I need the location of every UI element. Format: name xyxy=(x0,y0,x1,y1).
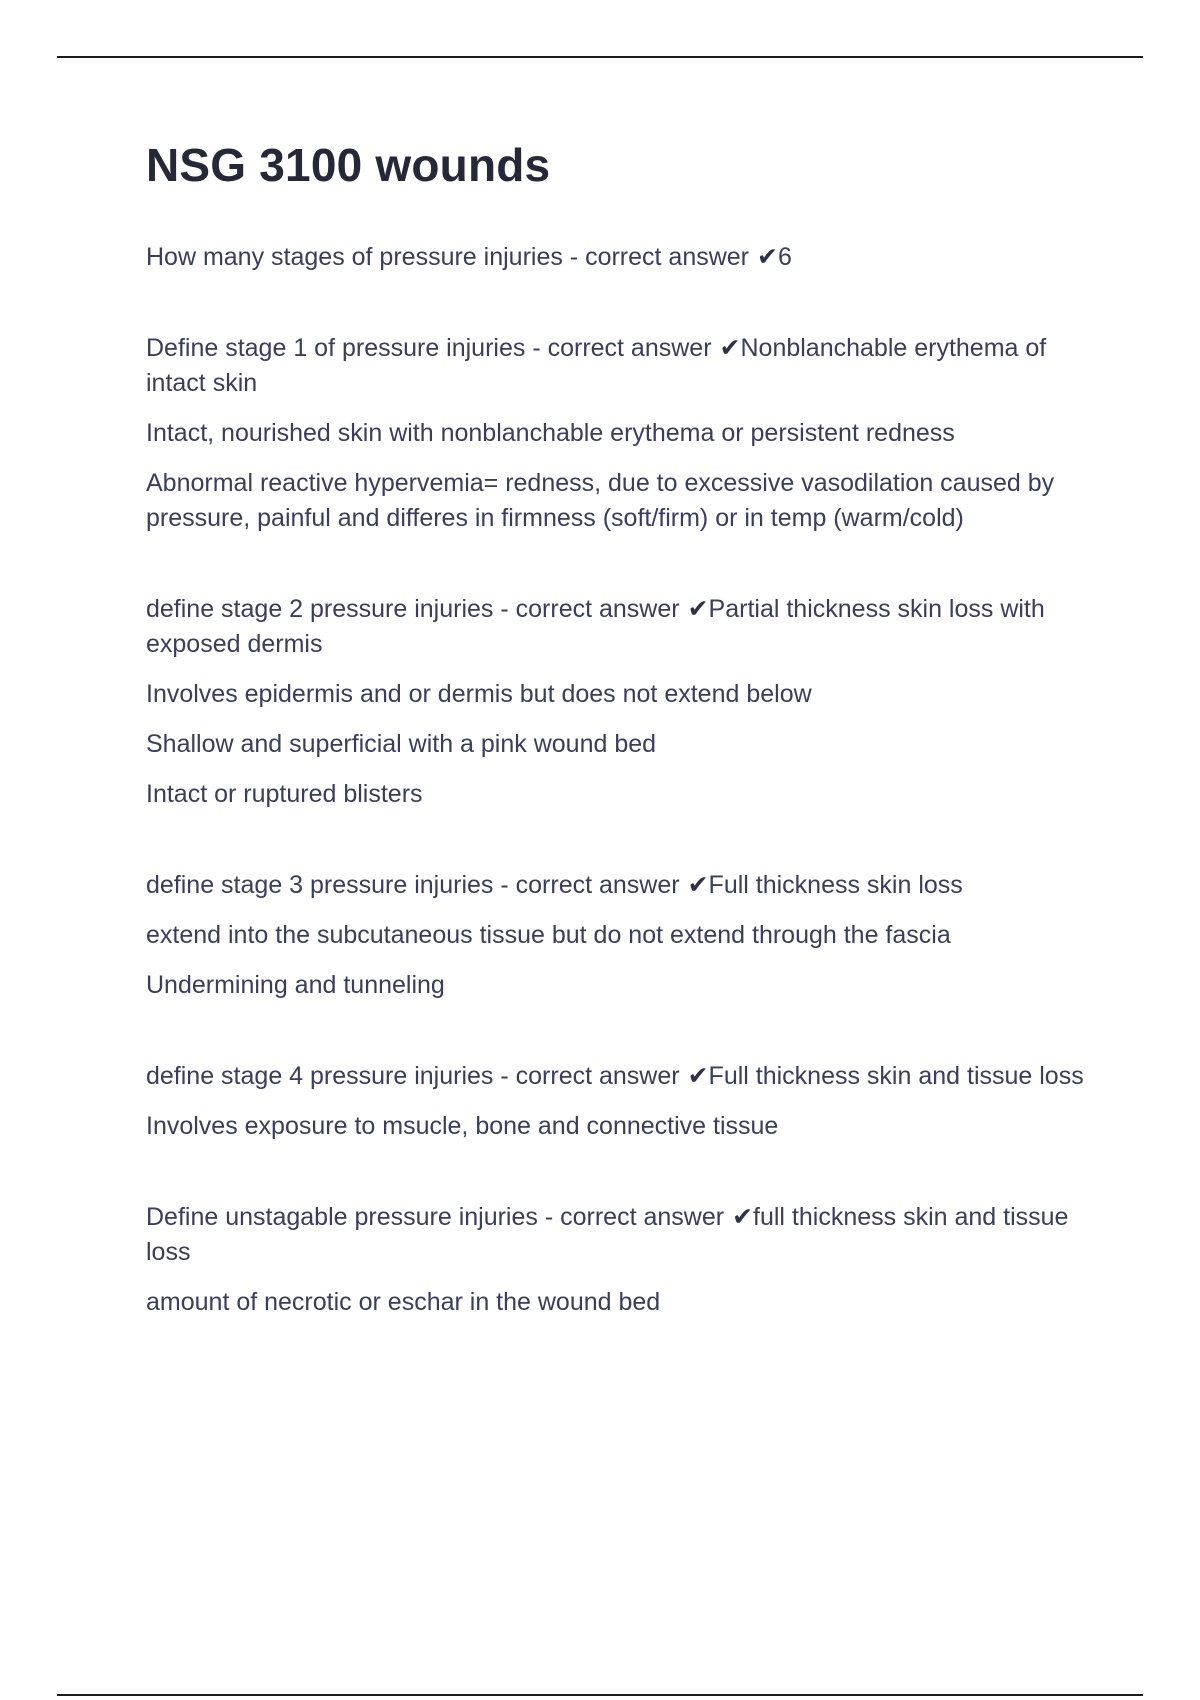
qa-item xyxy=(146,1059,1096,1144)
answer-text: 6 xyxy=(777,243,792,272)
bottom-rule xyxy=(57,1694,1143,1696)
qa-item xyxy=(146,868,1096,1003)
checkmark-icon: ✔ xyxy=(687,1062,709,1091)
answer-text: Nonblanchable erythema of intact skin xyxy=(146,334,1047,398)
question-line xyxy=(146,868,1096,903)
question-line xyxy=(146,1200,1096,1270)
detail-line: Undermining and tunneling xyxy=(146,971,445,1000)
detail-line: Involves epidermis and or dermis but does not extend below xyxy=(146,680,812,709)
answer-text: Full thickness skin and tissue loss xyxy=(708,1062,1084,1091)
checkmark-icon: ✔ xyxy=(732,1203,754,1232)
checkmark-icon: ✔ xyxy=(757,243,778,272)
answer-text: full thickness skin and tissue loss xyxy=(146,1203,1069,1267)
checkmark-icon: ✔ xyxy=(687,595,709,624)
qa-item xyxy=(146,1200,1096,1320)
checkmark-icon: ✔ xyxy=(719,334,741,363)
top-rule xyxy=(57,56,1143,58)
answer-text: Full thickness skin loss xyxy=(708,871,963,900)
question-text: define stage 4 pressure injuries - correct answer xyxy=(146,1062,680,1091)
question-line xyxy=(146,331,1096,401)
page-title: NSG 3100 wounds xyxy=(146,139,551,191)
question-text: define stage 2 pressure injuries - correct answer xyxy=(146,595,680,624)
question-text: Define unstagable pressure injuries - correct answer xyxy=(146,1203,725,1232)
detail-line: Abnormal reactive hypervemia= redness, due to excessive vasodilation caused by pressure, painful and differes in firmness (soft/firm) or in temp (warm/cold) xyxy=(146,469,1055,533)
document-body xyxy=(146,138,1096,1376)
answer-text: Partial thickness skin loss with exposed dermis xyxy=(146,595,1045,659)
question-line xyxy=(146,240,1096,275)
question-line xyxy=(146,1059,1096,1094)
question-text: Define stage 1 of pressure injuries - correct answer xyxy=(146,334,712,363)
detail-line: Intact or ruptured blisters xyxy=(146,780,423,809)
qa-item xyxy=(146,592,1096,812)
detail-line: Shallow and superficial with a pink wound bed xyxy=(146,730,657,759)
detail-line: extend into the subcutaneous tissue but do not extend through the fascia xyxy=(146,921,951,950)
detail-line: Intact, nourished skin with nonblanchable erythema or persistent redness xyxy=(146,419,955,448)
detail-line: Involves exposure to msucle, bone and connective tissue xyxy=(146,1112,779,1141)
question-text: define stage 3 pressure injuries - correct answer xyxy=(146,871,680,900)
question-line xyxy=(146,592,1096,662)
question-text: How many stages of pressure injuries - correct answer xyxy=(146,243,750,272)
checkmark-icon: ✔ xyxy=(687,871,709,900)
qa-item xyxy=(146,240,1096,275)
qa-item xyxy=(146,331,1096,536)
detail-line: amount of necrotic or eschar in the wound bed xyxy=(146,1288,661,1317)
